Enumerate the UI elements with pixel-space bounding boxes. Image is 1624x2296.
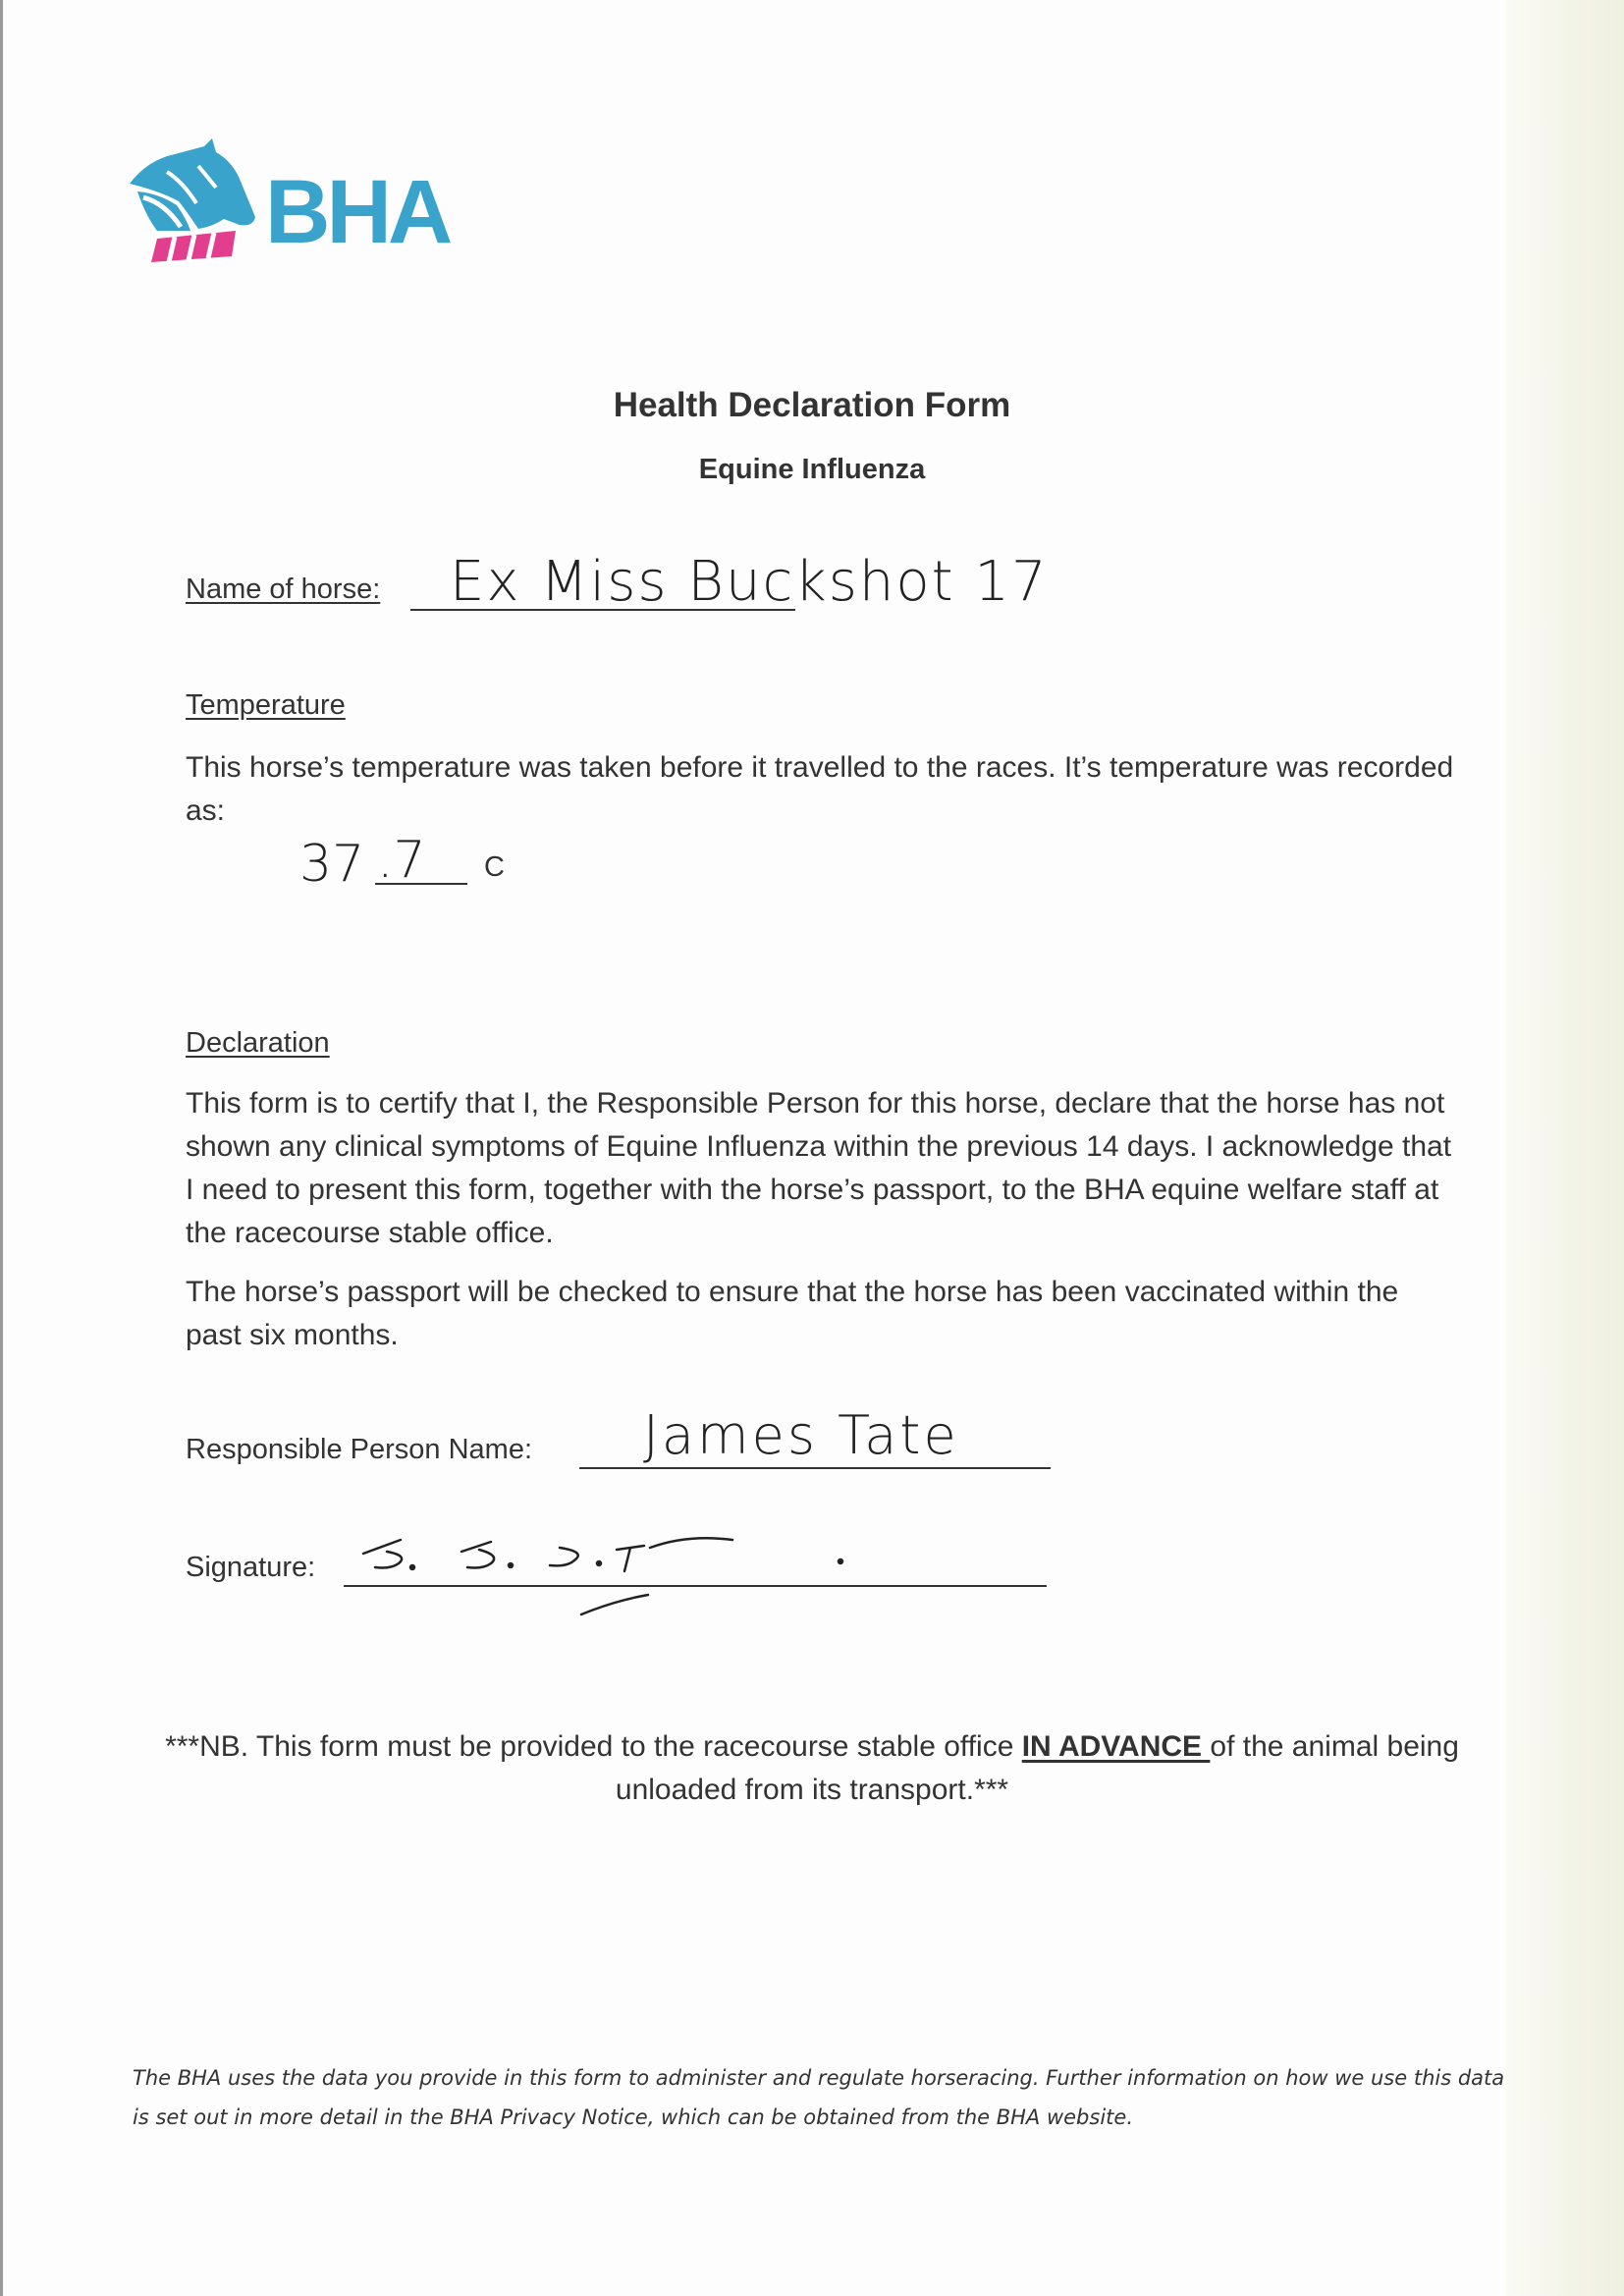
- horse-head-icon: [130, 138, 255, 262]
- temperature-decimal: .7: [377, 831, 426, 890]
- signature-label: Signature:: [186, 1552, 316, 1583]
- horse-name-label: Name of horse:: [186, 574, 381, 605]
- signature-scribble: [353, 1512, 864, 1620]
- bha-logo: [118, 133, 491, 270]
- responsible-person-line: [579, 1467, 1051, 1469]
- logo-text: BHA: [265, 162, 450, 262]
- temperature-unit: C: [484, 851, 505, 883]
- notice-text-before: ***NB. This form must be provided to the racecourse stable office: [165, 1730, 1022, 1763]
- privacy-footer: The BHA uses the data you provide in this form to administer and regulate horseracing. Further information on how we use this data is set out in more detail in the BHA Privacy Notice, which can be obtained from the BHA website.: [133, 2066, 1505, 2129]
- declaration-paragraph-2: The horse’s passport will be checked to ensure that the horse has been vaccinated within the past six months.: [186, 1276, 1399, 1351]
- scan-edge: [1506, 0, 1624, 2296]
- responsible-person-value: James Tate: [643, 1404, 959, 1466]
- notice-text-after: of the animal being unloaded from its transport.***: [615, 1730, 1459, 1806]
- declaration-heading: Declaration: [186, 1027, 330, 1059]
- form-title: Health Declaration Form: [613, 386, 1011, 424]
- advance-notice: [147, 1725, 1477, 1812]
- horse-name-value: Ex Miss Buckshot 17: [450, 550, 1049, 614]
- scan-left-edge: [0, 0, 3, 2296]
- form-subtitle: Equine Influenza: [698, 454, 926, 485]
- temperature-text: This horse’s temperature was taken before it travelled to the races. It’s temperature was recorded as:: [186, 751, 1454, 827]
- notice-emphasis: IN ADVANCE: [1021, 1730, 1211, 1763]
- temperature-integer: 37: [299, 835, 365, 894]
- responsible-person-label: Responsible Person Name:: [186, 1434, 533, 1465]
- temperature-heading: Temperature: [186, 689, 346, 721]
- declaration-paragraph-1: This form is to certify that I, the Responsible Person for this horse, declare that the horse has not shown any clinical symptoms of Equine Influenza within the previous 14 days. I acknowledge that I need to present this form, together with the horse’s passport, to the BHA equine welfare staff at the racecourse stable office.: [186, 1087, 1452, 1249]
